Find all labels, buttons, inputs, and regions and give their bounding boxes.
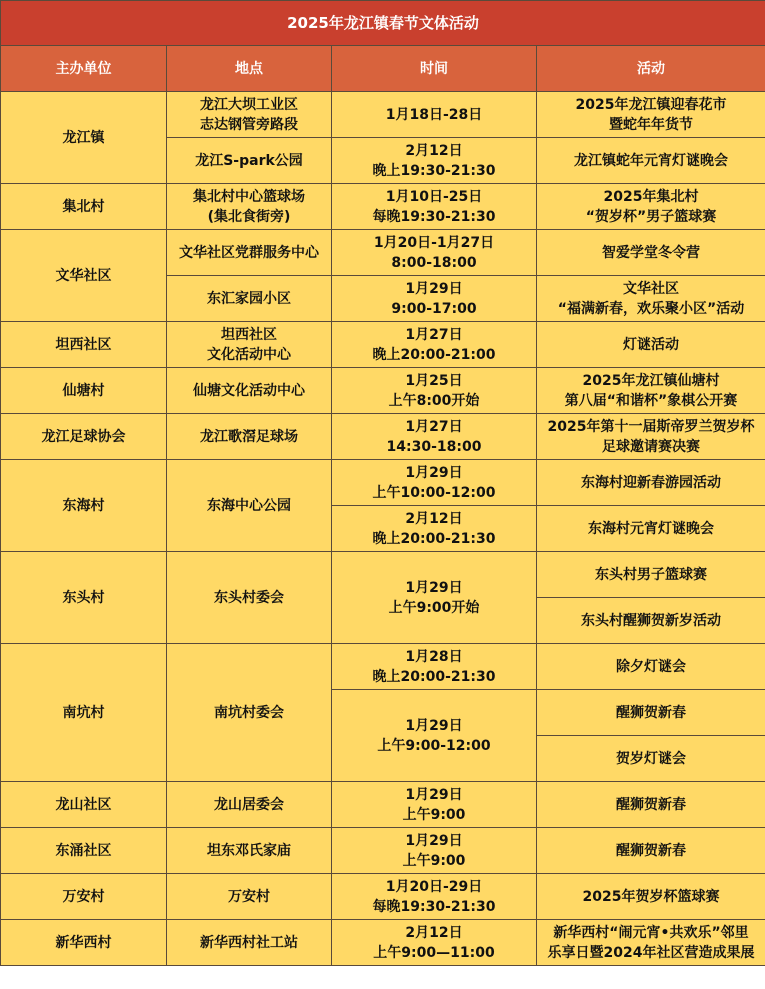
header-organizer: 主办单位 <box>1 46 167 92</box>
time-cell-line: 1月18日-28日 <box>385 106 483 123</box>
activity-cell <box>537 828 765 874</box>
location-cell-line: (集北食街旁) <box>207 208 291 225</box>
activity-cell-line: 足球邀请赛决赛 <box>602 438 700 455</box>
location-cell <box>167 460 332 552</box>
activity-cell <box>537 736 765 782</box>
location-cell <box>167 322 332 368</box>
location-cell <box>167 920 332 966</box>
location-cell-line: 龙山居委会 <box>214 796 284 813</box>
organizer-cell: 万安村 <box>1 874 167 920</box>
activity-cell-line: 东头村男子篮球赛 <box>595 566 707 583</box>
time-cell-line: 1月29日 <box>405 280 463 297</box>
location-cell-line: 志达钢管旁路段 <box>200 116 298 133</box>
organizer-cell: 新华西村 <box>1 920 167 966</box>
organizer-cell: 仙塘村 <box>1 368 167 414</box>
time-cell-line: 每晚19:30-21:30 <box>372 208 496 225</box>
time-cell-line: 上午9:00-12:00 <box>377 737 491 754</box>
table-row <box>1 782 765 828</box>
location-cell-line: 东头村委会 <box>214 589 284 606</box>
header-activity: 活动 <box>537 46 765 92</box>
table-title: 2025年龙江镇春节文体活动 <box>1 1 765 46</box>
activity-cell <box>537 874 765 920</box>
time-cell-line: 上午8:00开始 <box>388 392 480 409</box>
location-cell <box>167 874 332 920</box>
time-cell <box>332 460 537 506</box>
activity-cell <box>537 460 765 506</box>
table-row <box>1 368 765 414</box>
location-cell <box>167 828 332 874</box>
location-cell-line: 南坑村委会 <box>214 704 284 721</box>
time-cell-line: 9:00-17:00 <box>391 300 477 317</box>
table-row <box>1 460 765 506</box>
time-cell <box>332 184 537 230</box>
organizer-cell: 龙江镇 <box>1 92 167 184</box>
location-cell <box>167 138 332 184</box>
time-cell-line: 上午9:00 <box>402 852 466 869</box>
location-cell <box>167 92 332 138</box>
activity-cell-line: 乐享日暨2024年社区营造成果展 <box>547 944 755 961</box>
activity-cell-line: 2025年龙江镇迎春花市 <box>575 96 727 113</box>
time-cell-line: 每晚19:30-21:30 <box>372 898 496 915</box>
activity-cell-line: 暨蛇年年货节 <box>609 116 693 133</box>
location-cell-line: 龙江歌滘足球场 <box>200 428 298 445</box>
activity-cell-line: 贺岁灯谜会 <box>616 750 686 767</box>
activity-cell <box>537 644 765 690</box>
time-cell-line: 1月28日 <box>405 648 463 665</box>
header-time: 时间 <box>332 46 537 92</box>
activity-cell-line: 2025年集北村 <box>603 188 699 205</box>
location-cell <box>167 644 332 782</box>
table-row <box>1 920 765 966</box>
table-row <box>1 230 765 276</box>
time-cell-line: 上午9:00 <box>402 806 466 823</box>
time-cell-line: 1月10日-25日 <box>385 188 483 205</box>
table-row <box>1 184 765 230</box>
location-cell-line: 坦东邓氏家庙 <box>207 842 291 859</box>
activity-cell-line: 醒狮贺新春 <box>616 796 686 813</box>
location-cell-line: 新华西村社工站 <box>200 934 298 951</box>
activity-cell-line: 醒狮贺新春 <box>616 704 686 721</box>
organizer-cell: 文华社区 <box>1 230 167 322</box>
location-cell-line: 文华社区党群服务中心 <box>179 244 319 261</box>
organizer-cell: 东海村 <box>1 460 167 552</box>
time-cell-line: 上午9:00开始 <box>388 599 480 616</box>
location-cell <box>167 414 332 460</box>
time-cell <box>332 138 537 184</box>
time-cell <box>332 92 537 138</box>
time-cell <box>332 414 537 460</box>
activity-cell-line: 第八届“和谐杯”象棋公开赛 <box>564 392 738 409</box>
table-row <box>1 322 765 368</box>
location-cell <box>167 230 332 276</box>
activity-cell <box>537 690 765 736</box>
activity-cell-line: 东海村元宵灯谜晚会 <box>588 520 714 537</box>
activity-cell-line: 2025年龙江镇仙塘村 <box>582 372 720 389</box>
activity-cell-line: 除夕灯谜会 <box>616 658 686 675</box>
time-cell-line: 1月29日 <box>405 579 463 596</box>
activity-cell <box>537 230 765 276</box>
activity-cell-line: 醒狮贺新春 <box>616 842 686 859</box>
time-cell-line: 1月20日-29日 <box>385 878 483 895</box>
time-cell <box>332 506 537 552</box>
activity-cell <box>537 598 765 644</box>
activity-cell <box>537 368 765 414</box>
time-cell-line: 2月12日 <box>405 924 463 941</box>
location-cell <box>167 276 332 322</box>
location-cell-line: 龙江S-park公园 <box>195 152 303 169</box>
time-cell-line: 晚上20:00-21:30 <box>372 530 496 547</box>
time-cell-line: 1月29日 <box>405 717 463 734</box>
time-cell-line: 2月12日 <box>405 510 463 527</box>
table-row <box>1 644 765 690</box>
activity-cell <box>537 506 765 552</box>
time-cell-line: 上午10:00-12:00 <box>372 484 496 501</box>
location-cell <box>167 782 332 828</box>
activity-cell <box>537 184 765 230</box>
activity-cell-line: 灯谜活动 <box>623 336 679 353</box>
time-cell-line: 1月27日 <box>405 326 463 343</box>
time-cell <box>332 920 537 966</box>
organizer-cell: 龙江足球协会 <box>1 414 167 460</box>
time-cell <box>332 322 537 368</box>
table-row <box>1 92 765 138</box>
location-cell <box>167 552 332 644</box>
time-cell-line: 1月29日 <box>405 464 463 481</box>
location-cell <box>167 184 332 230</box>
activity-cell-line: 文华社区 <box>623 280 679 297</box>
time-cell-line: 1月20日-1月27日 <box>373 234 495 251</box>
table-row <box>1 414 765 460</box>
activity-cell-line: 龙江镇蛇年元宵灯谜晚会 <box>574 152 728 169</box>
time-cell-line: 1月25日 <box>405 372 463 389</box>
time-cell <box>332 690 537 782</box>
activity-cell <box>537 414 765 460</box>
time-cell-line: 晚上19:30-21:30 <box>372 162 496 179</box>
activity-cell <box>537 138 765 184</box>
location-cell <box>167 368 332 414</box>
organizer-cell: 集北村 <box>1 184 167 230</box>
header-location: 地点 <box>167 46 332 92</box>
time-cell-line: 8:00-18:00 <box>391 254 477 271</box>
time-cell <box>332 828 537 874</box>
time-cell <box>332 552 537 644</box>
activity-cell-line: 2025年贺岁杯篮球赛 <box>582 888 720 905</box>
activity-cell <box>537 782 765 828</box>
location-cell-line: 集北村中心篮球场 <box>193 188 305 205</box>
organizer-cell: 南坑村 <box>1 644 167 782</box>
activity-cell-line: 2025年第十一届斯帝罗兰贺岁杯 <box>547 418 755 435</box>
time-cell-line: 上午9:00—11:00 <box>373 944 495 961</box>
time-cell-line: 晚上20:00-21:00 <box>372 346 496 363</box>
activity-cell-line: 新华西村“闹元宵•共欢乐”邻里 <box>553 924 749 941</box>
location-cell-line: 仙塘文化活动中心 <box>193 382 305 399</box>
location-cell-line: 龙江大坝工业区 <box>200 96 298 113</box>
organizer-cell: 东头村 <box>1 552 167 644</box>
time-cell <box>332 368 537 414</box>
activity-cell <box>537 552 765 598</box>
activity-cell-line: “福满新春，欢乐聚小区”活动 <box>557 300 745 317</box>
organizer-cell: 坦西社区 <box>1 322 167 368</box>
time-cell-line: 1月27日 <box>405 418 463 435</box>
activity-cell-line: 智爱学堂冬令营 <box>602 244 700 261</box>
activity-cell <box>537 92 765 138</box>
activity-cell-line: 东海村迎新春游园活动 <box>581 474 721 491</box>
table-row <box>1 874 765 920</box>
time-cell <box>332 230 537 276</box>
activity-cell <box>537 322 765 368</box>
location-cell-line: 万安村 <box>228 888 270 905</box>
location-cell-line: 东汇家园小区 <box>207 290 291 307</box>
time-cell <box>332 782 537 828</box>
time-cell-line: 1月29日 <box>405 832 463 849</box>
organizer-cell: 龙山社区 <box>1 782 167 828</box>
activity-cell <box>537 920 765 966</box>
time-cell-line: 14:30-18:00 <box>386 438 482 455</box>
time-cell-line: 晚上20:00-21:30 <box>372 668 496 685</box>
location-cell-line: 东海中心公园 <box>207 497 291 514</box>
table-row <box>1 552 765 598</box>
table-body <box>1 92 765 966</box>
activity-cell-line: “贺岁杯”男子篮球赛 <box>585 208 717 225</box>
activity-cell <box>537 276 765 322</box>
time-cell <box>332 644 537 690</box>
table-row <box>1 828 765 874</box>
time-cell-line: 2月12日 <box>405 142 463 159</box>
location-cell-line: 坦西社区 <box>221 326 277 343</box>
time-cell <box>332 276 537 322</box>
activity-cell-line: 东头村醒狮贺新岁活动 <box>581 612 721 629</box>
location-cell-line: 文化活动中心 <box>207 346 291 363</box>
organizer-cell: 东涌社区 <box>1 828 167 874</box>
time-cell <box>332 874 537 920</box>
time-cell-line: 1月29日 <box>405 786 463 803</box>
